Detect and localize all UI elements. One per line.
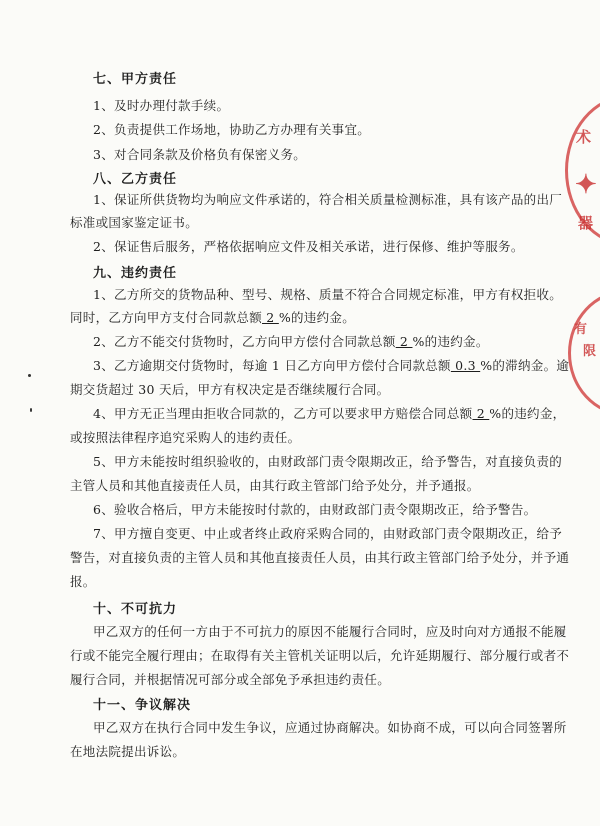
s10-line-c: 履行合同，并根据情况可部分或全部免予承担违约责任。 (70, 672, 391, 687)
late-fee-rate: 0.3 (450, 358, 481, 373)
section-title-9: 九、违约责任 (93, 266, 178, 281)
section-title-10: 十、不可抗力 (93, 602, 178, 617)
seal-fragment-1: 术 (576, 128, 592, 146)
s9-item-4b: 或按照法律程序追究采购人的违约责任。 (70, 430, 301, 445)
s9-item-3-post: %的滞纳金。逾 (480, 358, 570, 373)
s9-item-4-pre: 4、甲方无正当理由拒收合同款的，乙方可以要求甲方赔偿合同总额 (93, 406, 473, 421)
s10-line-a: 甲乙双方的任何一方由于不可抗力的原因不能履行合同时，应及时向对方通报不能履 (93, 624, 567, 639)
seal-fragment-3: 器 (578, 214, 594, 232)
s9-item-7c: 报。 (70, 574, 96, 589)
s9-item-3b: 期交货超过 30 天后，甲方有权决定是否继续履行合同。 (70, 382, 390, 397)
scan-speck (30, 408, 32, 412)
s9-item-4-post: %的违约金， (489, 406, 566, 421)
section-title-7: 七、甲方责任 (93, 72, 178, 87)
seal-fragment-5: 限 (583, 344, 597, 359)
s9-item-4a (93, 404, 565, 422)
s9-item-1b (70, 308, 355, 326)
penalty-rate-4: 2 (472, 406, 490, 421)
s9-item-3-pre: 3、乙方逾期交付货物时，每逾 1 日乙方向甲方偿付合同款总额 (93, 358, 451, 373)
penalty-rate-1: 2 (262, 310, 279, 325)
s9-item-7b: 警告，对直接负责的主管人员和其他直接责任人员，由其行政主管部门给予处分，并予通 (70, 550, 570, 565)
s8-item-1b: 标准或国家鉴定证书。 (70, 215, 199, 230)
s9-item-3a (93, 356, 569, 374)
s11-line-a: 甲乙双方在执行合同中发生争议，应通过协商解决。如协商不成，可以向合同签署所 (93, 720, 567, 735)
s9-item-1b-post: %的违约金。 (278, 310, 356, 325)
s10-line-b: 行或不能完全履行理由；在取得有关主管机关证明以后，允许延期履行、部分履行或者不 (70, 648, 570, 663)
s9-item-6: 6、验收合格后，甲方未能按时付款的，由财政部门责令限期改正，给予警告。 (93, 502, 537, 517)
seal-fragment-4: 有 (574, 322, 588, 337)
scan-speck (28, 374, 31, 377)
s9-item-2 (93, 332, 489, 350)
s9-item-5b: 主管人员和其他直接责任人员，由其行政主管部门给予处分，并予通报。 (70, 478, 480, 493)
penalty-rate-2: 2 (395, 334, 413, 349)
s11-line-b: 在地法院提出诉讼。 (70, 744, 186, 759)
s9-item-2-pre: 2、乙方不能交付货物时，乙方向甲方偿付合同款总额 (93, 334, 396, 349)
s8-item-2: 2、保证售后服务，严格依据响应文件及相关承诺，进行保修、维护等服务。 (93, 239, 524, 254)
s9-item-1a: 1、乙方所交的货物品种、型号、规格、质量不符合合同规定标准，甲方有权拒收。 (93, 287, 563, 302)
s7-item-2: 2、负责提供工作场地，协助乙方办理有关事宜。 (93, 122, 371, 137)
s9-item-7a: 7、甲方擅自变更、中止或者终止政府采购合同的，由财政部门责令限期改正，给予 (93, 526, 563, 541)
s9-item-5a: 5、甲方未能按时组织验收的，由财政部门责令限期改正，给予警告，对直接负责的 (93, 454, 563, 469)
s9-item-1b-pre: 同时，乙方向甲方支付合同款总额 (70, 310, 263, 325)
seal-fragment-2: ✦ (575, 170, 597, 200)
s9-item-2-post: %的违约金。 (412, 334, 489, 349)
section-title-8: 八、乙方责任 (93, 172, 178, 187)
s7-item-1: 1、及时办理付款手续。 (93, 98, 230, 113)
section-title-11: 十一、争议解决 (93, 698, 192, 713)
s8-item-1a: 1、保证所供货物均为响应文件承诺的，符合相关质量检测标准，具有该产品的出厂 (93, 192, 563, 207)
s7-item-3: 3、对合同条款及价格负有保密义务。 (93, 147, 307, 162)
